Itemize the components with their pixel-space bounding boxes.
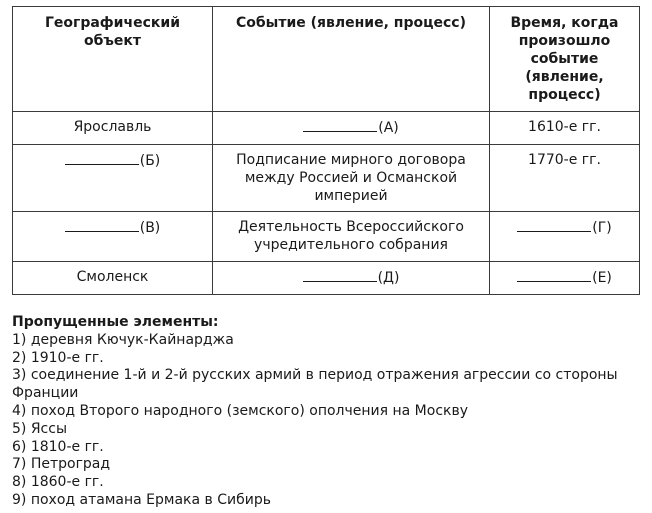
table-row	[13, 262, 640, 295]
list-item: 4) поход Второго народного (земского) ополчения на Москву	[12, 402, 469, 419]
cell-event-blank	[213, 112, 490, 145]
blank-letter: (А)	[378, 120, 399, 136]
list-item: 1) деревня Кючук-Кайнарджа	[12, 331, 234, 348]
table-row	[13, 112, 640, 145]
blank-letter: (Д)	[377, 270, 400, 286]
cell-time: 1610-е гг.	[490, 112, 640, 145]
missing-elements-title: Пропущенные элементы:	[12, 314, 219, 330]
cell-time-blank	[490, 212, 640, 262]
header-geographic-object: Географический объект	[13, 7, 213, 112]
cell-object: Ярославль	[13, 112, 213, 145]
missing-elements-list	[12, 332, 642, 510]
answer-blank	[303, 118, 377, 132]
list-item: 8) 1860-е гг.	[12, 474, 104, 491]
cell-event-blank	[213, 262, 490, 295]
blank-letter: (Б)	[139, 153, 161, 169]
answer-blank	[65, 218, 139, 232]
list-item: 3) соединение 1-й и 2-й русских армий в период отражения агрессии со стороны Франции	[12, 367, 618, 402]
table-row	[13, 145, 640, 212]
cell-event: Подписание мирного договора между Россией и Османской империей	[213, 145, 490, 212]
cell-time: 1770-е гг.	[490, 145, 640, 212]
cell-object-blank	[13, 212, 213, 262]
cell-time-blank	[490, 262, 640, 295]
table-header-row	[13, 7, 640, 112]
header-time: Время, когда произошло событие (явление, процесс)	[490, 7, 640, 112]
answer-blank	[303, 268, 377, 282]
list-item: 7) Петроград	[12, 456, 111, 473]
answer-blank	[517, 218, 591, 232]
list-item: 5) Яссы	[12, 420, 67, 437]
header-event: Событие (явление, процесс)	[213, 7, 490, 112]
list-item: 2) 1910-е гг.	[12, 349, 104, 366]
list-item: 9) поход атамана Ермака в Сибирь	[12, 491, 271, 508]
blank-letter: (Г)	[592, 220, 612, 236]
answer-blank	[65, 151, 139, 165]
answer-blank	[517, 268, 591, 282]
cell-object-blank	[13, 145, 213, 212]
missing-elements-section	[12, 314, 642, 510]
list-item: 6) 1810-е гг.	[12, 438, 104, 455]
blank-letter: (Е)	[592, 270, 612, 286]
table-row	[13, 212, 640, 262]
events-table-container	[12, 6, 639, 295]
events-table	[12, 6, 640, 295]
cell-object: Смоленск	[13, 262, 213, 295]
cell-event: Деятельность Всероссийского учредительного собрания	[213, 212, 490, 262]
blank-letter: (В)	[139, 220, 161, 236]
